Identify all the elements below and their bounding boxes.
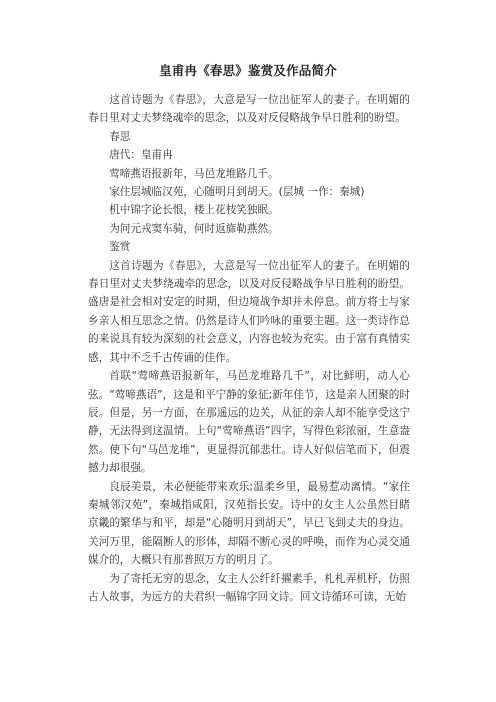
body-paragraph: 这首诗题为《春思》，大意是写一位出征军人的妻子。在明媚的春日里对丈夫梦绕魂牵的思念，以及对反侵略战争早日胜利的盼望。盛唐是社会相对安定的时期，但边境战争却并未停息。前方将士与家乡亲人相互思念之情。仍然是诗人们吟咏的重要主题。这一类诗作总的来说具有较为深刻的社会意义，内容也较为充实。由于富有真情实感，其中不乏千古传诵的佳作。 xyxy=(88,259,410,364)
poem-line: 机中锦字论长恨，楼上花枝笑独眠。 xyxy=(109,204,279,217)
poem-line: 家住层城临汉苑，心随明月到胡天。(层城 一作：秦城) xyxy=(109,186,365,199)
poem-line: 为问元戎窦车骑，何时返旆勒燕然。 xyxy=(109,222,279,235)
poem-line: 莺啼燕语报新年，马邑龙堆路几千。 xyxy=(109,167,279,180)
body-paragraph: 首联“莺啼燕语报新年，马邑龙堆路几千”，对比鲜明，动人心弦。“莺啼燕语”，这是和平宁静的象征;新年佳节，这是亲人团聚的时辰。但是，另一方面，在那遥远的边关，从征的亲人却不能享受这宁静，无法得到这温情。上句“莺啼燕语”四字，写得色彩浓丽，生意盎然。使下句“马邑龙堆”，更显得沉郁悲壮。诗人好似信笔而下，但震撼力却很强。 xyxy=(88,370,410,475)
body-paragraph: 良辰美景，未必便能带来欢乐;温柔乡里，最易惹动离情。“家住秦城邻汉苑”，秦城指咸阳，汉苑指长安。诗中的女主人公虽然目睹京畿的繁华与和平，却是“心随明月到胡天”，早已飞到丈夫的身边。关河万里，能隔断人的形体，却隔不断心灵的呼唤，而作为心灵交通媒介的，大概只有那普照万方的明月了。 xyxy=(88,480,410,567)
document-title: 皇甫冉《春思》鉴赏及作品简介 xyxy=(159,63,337,78)
body-paragraph: 为了寄托无穷的思念，女主人公纤纤擢素手，札札弄机杼，仿照古人故事，为远方的夫君织一幅锦字回文诗。回文诗循环可读，无始 xyxy=(88,572,410,603)
intro-paragraph: 这首诗题为《春思》，大意是写一位出征军人的妻子。在明媚的春日里对丈夫梦绕魂牵的思念，以及对反侵略战争早日胜利的盼望。 xyxy=(88,94,410,125)
appreciation-heading: 鉴赏 xyxy=(109,241,131,254)
poem-title: 春思 xyxy=(109,130,131,143)
poem-author: 唐代：皇甫冉 xyxy=(109,149,173,162)
document-body xyxy=(88,91,410,606)
